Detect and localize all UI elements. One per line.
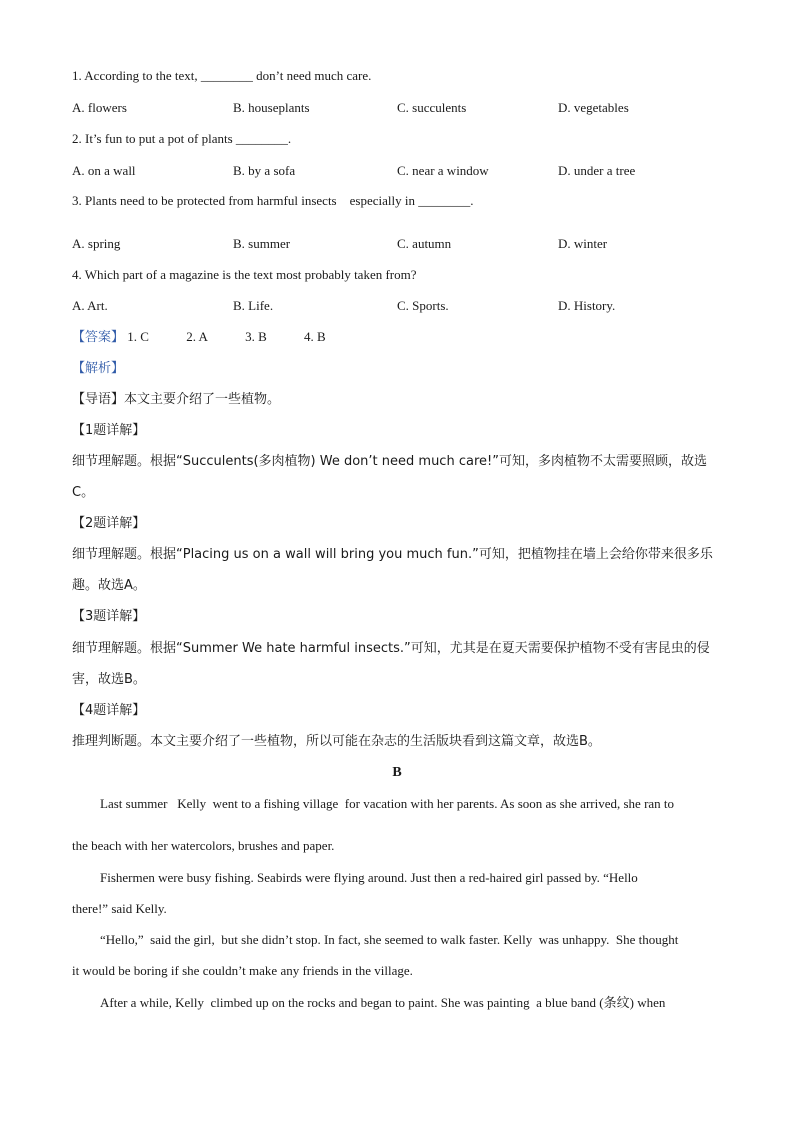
section-b-title: B	[392, 765, 402, 780]
q2-option-d: D. under a tree	[558, 163, 636, 178]
passage-p4: After a while, Kelly climbed up on the rocks and began to paint. She was painting a blue band (条纹) when	[100, 995, 666, 1010]
analysis-tag: 【解析】	[72, 361, 125, 376]
passage-p1-cont: the beach with her watercolors, brushes and paper.	[72, 838, 335, 853]
q3-detail-heading: 【3题详解】	[72, 609, 146, 624]
question-3-stem: 3. Plants need to be protected from harmful insects especially in ________.	[72, 193, 474, 208]
question-4-stem: 4. Which part of a magazine is the text most probably taken from?	[72, 267, 417, 282]
q1-detail-text-cont: C。	[72, 485, 95, 500]
q4-option-d: D. History.	[558, 298, 616, 313]
q2-detail-text-cont: 趣。故选A。	[72, 578, 146, 593]
passage-p2-cont: there!” said Kelly.	[72, 901, 167, 916]
answer-item: 1. C	[127, 329, 149, 344]
q2-detail-heading: 【2题详解】	[72, 516, 146, 531]
passage-p3: “Hello,” said the girl, but she didn’t stop. In fact, she seemed to walk faster. Kelly was unhappy. She thought	[100, 932, 679, 947]
q4-option-c: C. Sports.	[397, 298, 449, 313]
q2-option-a: A. on a wall	[72, 163, 136, 178]
q1-option-a: A. flowers	[72, 100, 127, 115]
q3-detail-text-cont: 害，故选B。	[72, 672, 146, 687]
analysis-intro: 【导语】本文主要介绍了一些植物。	[72, 392, 281, 407]
q1-option-d: D. vegetables	[558, 100, 629, 115]
q4-detail-heading: 【4题详解】	[72, 703, 146, 718]
passage-p3-cont: it would be boring if she couldn’t make any friends in the village.	[72, 963, 413, 978]
q2-option-b: B. by a sofa	[233, 163, 296, 178]
q3-option-c: C. autumn	[397, 236, 452, 251]
q4-option-b: B. Life.	[233, 298, 274, 313]
answer-line	[72, 329, 360, 346]
q4-option-a: A. Art.	[72, 298, 108, 313]
q4-detail-text: 推理判断题。本文主要介绍了一些植物，所以可能在杂志的生活版块看到这篇文章，故选B。	[72, 734, 601, 749]
passage-p1: Last summer Kelly went to a fishing village for vacation with her parents. As soon as she arrived, she ran to	[100, 796, 675, 811]
answer-item: 4. B	[304, 329, 326, 344]
question-2-stem: 2. It’s fun to put a pot of plants ________.	[72, 131, 292, 146]
answer-tag: 【答案】	[72, 330, 125, 345]
q1-option-b: B. houseplants	[233, 100, 310, 115]
q1-detail-text: 细节理解题。根据“Succulents(多肉植物) We don’t need much care!”可知，多肉植物不太需要照顾，故选	[72, 454, 707, 469]
q3-detail-text: 细节理解题。根据“Summer We hate harmful insects.”可知，尤其是在夏天需要保护植物不受有害昆虫的侵	[72, 641, 710, 656]
passage-p2: Fishermen were busy fishing. Seabirds were flying around. Just then a red-haired girl passed by. “Hello	[100, 870, 638, 885]
q3-option-b: B. summer	[233, 236, 291, 251]
q1-option-c: C. succulents	[397, 100, 467, 115]
q3-option-d: D. winter	[558, 236, 608, 251]
question-1-stem: 1. According to the text, ________ don’t need much care.	[72, 68, 372, 83]
answer-item: 2. A	[186, 329, 208, 344]
answer-item: 3. B	[245, 329, 267, 344]
q3-option-a: A. spring	[72, 236, 121, 251]
q2-option-c: C. near a window	[397, 163, 489, 178]
q2-detail-text: 细节理解题。根据“Placing us on a wall will bring you much fun.”可知，把植物挂在墙上会给你带来很多乐	[72, 547, 713, 562]
q1-detail-heading: 【1题详解】	[72, 423, 146, 438]
